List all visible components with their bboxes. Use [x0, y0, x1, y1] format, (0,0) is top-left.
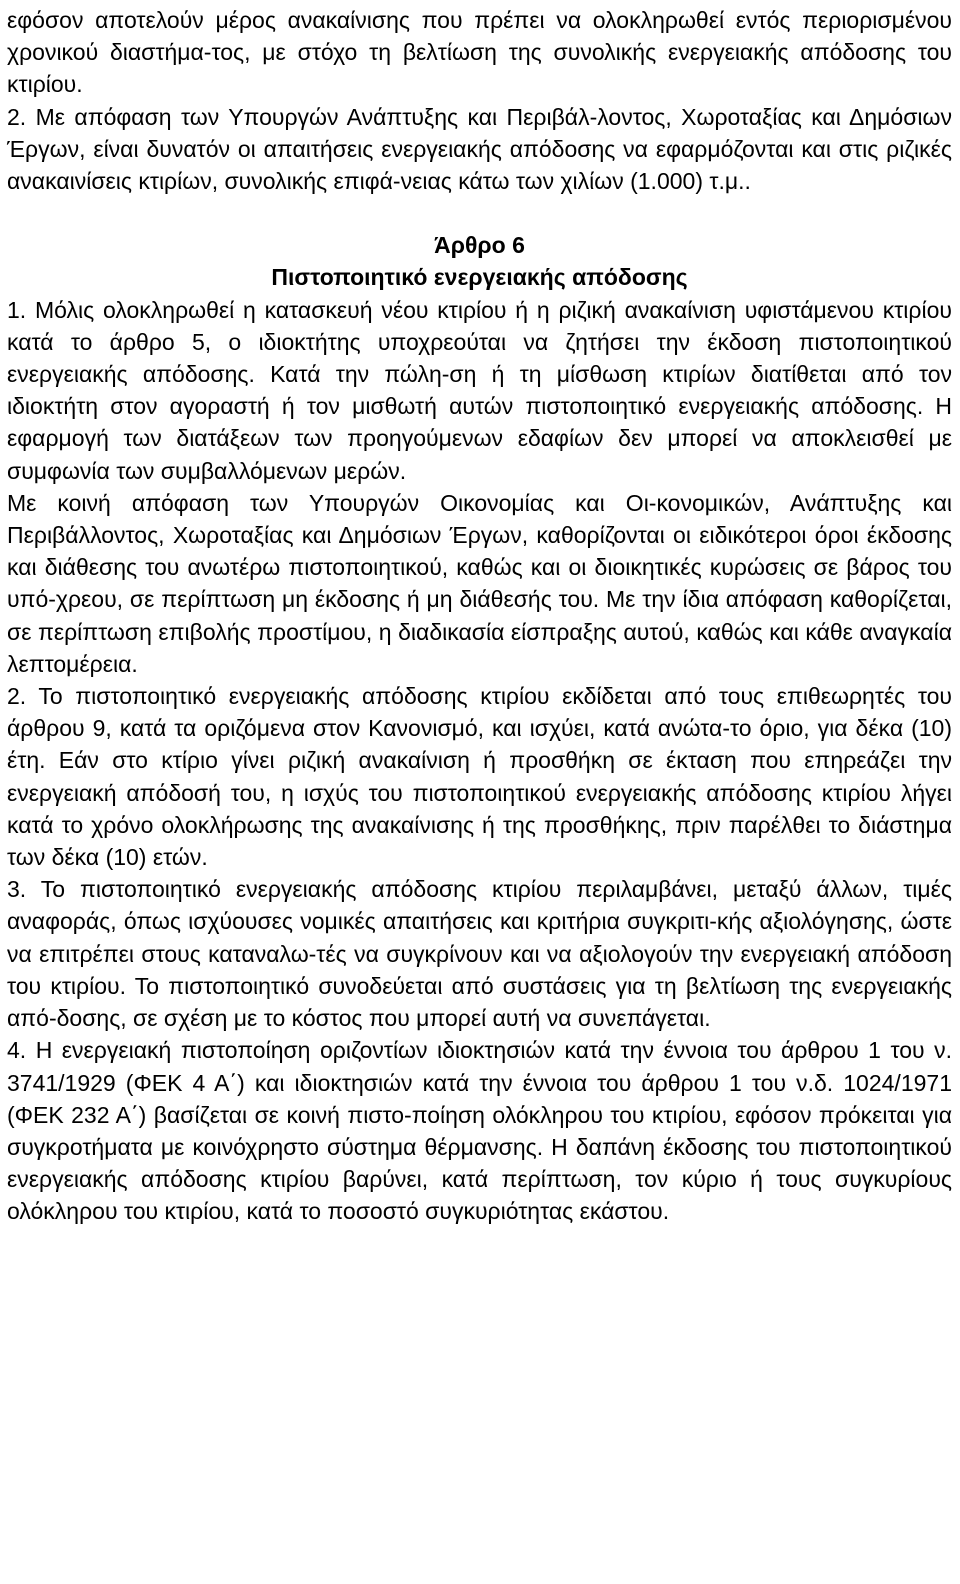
paragraph-item2: 2. Το πιστοποιητικό ενεργειακής απόδοσης κτιρίου εκδίδεται από τους επιθεωρητές του άρθρου 9, κατά τα οριζόμενα στον Κανονισμό, και ισχύει, κατά ανώτα-το όριο, για δέκα (10) έτη. Εάν στο κτίριο γίνει ριζική ανακαίνιση ή προσθήκη σε έκταση που επηρεάζει την ενεργειακή απόδοσή του, η ισχύς του πιστοποιητικού ενεργειακής απόδοσης κτιρίου λήγει κατά το χρόνο ολοκλήρωσης της ανακαίνισης ή της προσθήκης, πριν παρέλθει το διάστημα των δέκα (10) ετών.	[7, 683, 952, 871]
paragraph-joint-decision: Με κοινή απόφαση των Υπουργών Οικονομίας και Οι-κονομικών, Ανάπτυξης και Περιβάλλοντος, Χωροταξίας και Δημόσιων Έργων, καθορίζονται οι ειδικότεροι όροι έκδοσης και διάθεσης του ανωτέρω πιστοποιητικού, καθώς και οι διοικητικές κυρώσεις σε βάρος του υπό-χρεου, σε περίπτωση μη έκδοσης ή μη διάθεσής του. Με την ίδια απόφαση καθορίζεται, σε περίπτωση επιβολής προστίμου, η διαδικασία είσπραξης αυτού, καθώς και κάθε αναγκαία λεπτομέρεια.	[7, 489, 952, 677]
paragraph-article5-item2: 2. Με απόφαση των Υπουργών Ανάπτυξης και Περιβάλ-λοντος, Χωροταξίας και Δημόσιων Έργων, είναι δυνατόν οι απαιτήσεις ενεργειακής απόδοσης να εφαρμόζονται και στις ριζικές ανακαινίσεις κτιρίων, συνολικής επιφά-νειας κάτω των χιλίων (1.000) τ.μ..	[7, 103, 952, 195]
paragraph-item4: 4. Η ενεργειακή πιστοποίηση οριζοντίων ιδιοκτησιών κατά την έννοια του άρθρου 1 του ν. 3741/1929 (ΦΕΚ 4 Α΄) και ιδιοκτησιών κατά την έννοια του άρθρου 1 του ν.δ. 1024/1971 (ΦΕΚ 232 Α΄) βασίζεται σε κοινή πιστο-ποίηση ολόκληρου του κτιρίου, εφόσον πρόκειται για συγκροτήματα με κοινόχρηστο σύστημα θέρμανσης. Η δαπάνη έκδοσης του πιστοποιητικού ενεργειακής απόδοσης κτιρίου βαρύνει, κατά περίπτωση, τον κύριο ή τους συγκυρίους ολόκληρου του κτιρίου, κατά το ποσοστό συγκυριότητας εκάστου.	[7, 1037, 952, 1225]
paragraph-item1: 1. Μόλις ολοκληρωθεί η κατασκευή νέου κτιρίου ή η ριζική ανακαίνιση υφιστάμενου κτιρίου κατά το άρθρο 5, ο ιδιοκτήτης υποχρεούται να ζητήσει την έκδοση πιστοποιητικού ενεργειακής απόδοσης. Κατά την πώλη-ση ή τη μίσθωση κτιρίων διατίθεται από τον ιδιοκτήτη στον αγοραστή ή τον μισθωτή αυτών πιστοποιητικό ενεργειακής απόδοσης. Η εφαρμογή των διατάξεων των προηγούμενων εδαφίων δεν μπορεί να αποκλεισθεί με συμφωνία των συμβαλλόμενων μερών.	[7, 296, 952, 484]
paragraph-item3: 3. Το πιστοποιητικό ενεργειακής απόδοσης κτιρίου περιλαμβάνει, μεταξύ άλλων, τιμές αναφοράς, όπως ισχύουσες νομικές απαιτήσεις και κριτήρια συγκριτι-κής αξιολόγησης, ώστε να επιτρέπει στους καταναλω-τές να συγκρίνουν και να αξιολογούν την ενεργειακή απόδοση του κτιρίου. Το πιστοποιητικό συνοδεύεται από συστάσεις για τη βελτίωση της ενεργειακής από-δοσης, σε σχέση με το κόστος που μπορεί αυτή να συνεπάγεται.	[7, 876, 952, 1032]
paragraph-continuation: εφόσον αποτελούν μέρος ανακαίνισης που πρέπει να ολοκληρωθεί εντός περιορισμένου χρονικού διαστήμα-τος, με στόχο τη βελτίωση της συνολικής ενεργειακής απόδοσης του κτιρίου.	[7, 7, 952, 98]
article-title: Πιστοποιητικό ενεργειακής απόδοσης	[271, 264, 688, 291]
article-number: Άρθρο 6	[434, 232, 525, 259]
